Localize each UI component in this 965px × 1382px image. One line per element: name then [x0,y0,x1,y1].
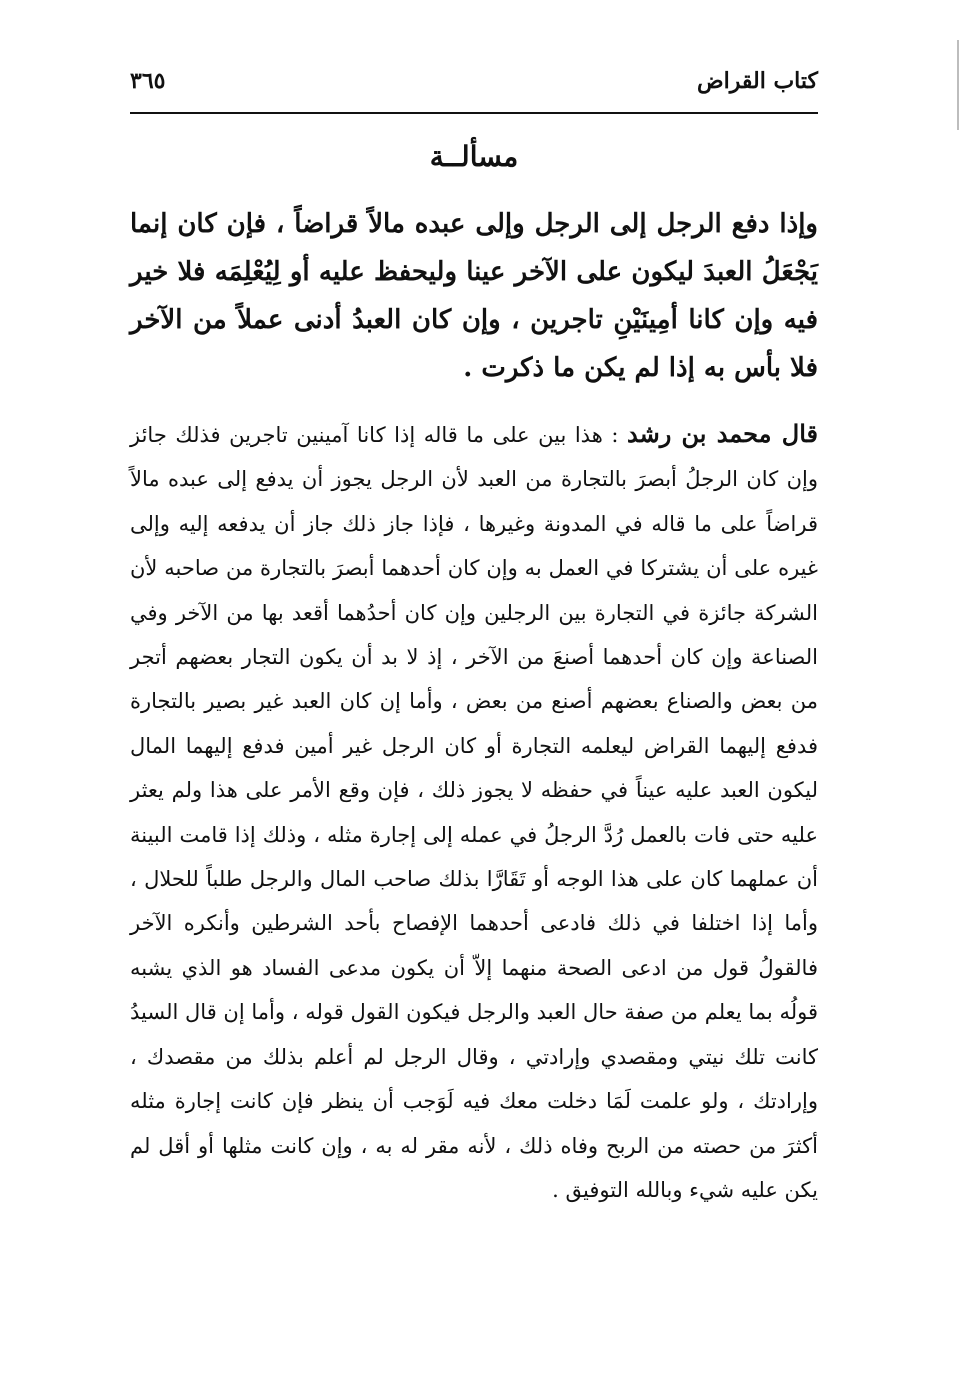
running-title: كتاب القراض [697,68,818,94]
matn-paragraph: وإذا دفع الرجل إلى الرجل وإلى عبده مالاً قراضاً ، فإن كان إنما يَجْعَلُ العبدَ ليكون على الآخر عينا وليحفظ عليه أو لِيُعْلِمَه فلا خير فيه وإن كانا أمِينَيْنِ تاجرين ، وإن كان العبدُ أدنى عملاً من الآخر فلا بأس به إذا لم يكن ما ذكرت . [130,209,818,383]
commentary-text: : هذا بين على ما قاله إذا كانا آمينين تاجرين فذلك جائز وإن كان الرجلُ أبصرَ بالتجارة من العبد لأن الرجل يجوز أن يدفع إلى عبده مالاً قراضاً على ما قاله في المدونة وغيرها ، فإذا جاز ذلك جاز أن يدفعه إليه وإلى غيره على أن يشتركا في العمل به وإن كان أحدهما أبصرَ بالتجارة من صاحبه لأن الشركة جائزة في التجارة بين الرجلين وإن كان أحدُهما أقعد بها من الآخر وفي الصناعة وإن كان أحدهما أصنعَ من الآخر ، إذ لا بد أن يكون التجار بعضهم أتجر من بعض والصناع بعضهم أصنع من بعض ، وأما إن كان العبد غير بصير بالتجارة فدفع إليهما القراض ليعلمه التجارة أو كان الرجل غير أمين فدفع إليهما المال ليكون العبد عليه عيناً في حفظه لا يجوز ذلك ، فإن وقع الأمر على هذا ولم يعثر عليه حتى فات بالعمل رُدَّ الرجلُ في عمله إلى إجارة مثله ، وذلك إذا قامت البينة أن عملهما كان على هذا الوجه أو تَقَارَّا بذلك صاحب المال والرجل طلباً للحلال ، وأما إذا اختلفا في ذلك فادعى أحدهما الإفصاح بأحد الشرطين وأنكره الآخر فالقولُ قول من ادعى الصحة منهما إلاّ أن يكون مدعى الفساد هو الذي يشبه قولُه بما يعلم من صفة حال العبد والرجل فيكون القول قوله ، وأما إن قال السيدُ كانت تلك نيتي ومقصدي وإرادتي ، وقال الرجل لم أعلم بذلك من مقصدك ، وإرادتك ، ولو علمت لَمَا دخلت معك فيه لَوَجب أن ينظر فإن كانت إجارة مثله أكثرَ من حصته من الربح وفاه ذلك ، لأنه مقر له به ، وإن كانت مثلها أو أقل لم يكن عليه شيء وبالله التوفيق . [130,423,818,1202]
commentary-speaker: قال محمد بن رشد [626,419,818,448]
page-header [130,68,818,108]
scan-edge-mark [957,40,959,130]
header-rule [130,112,818,114]
commentary-paragraph [130,412,818,1212]
section-title: مسألــة [429,140,519,173]
page-number: ٣٦٥ [130,68,166,94]
